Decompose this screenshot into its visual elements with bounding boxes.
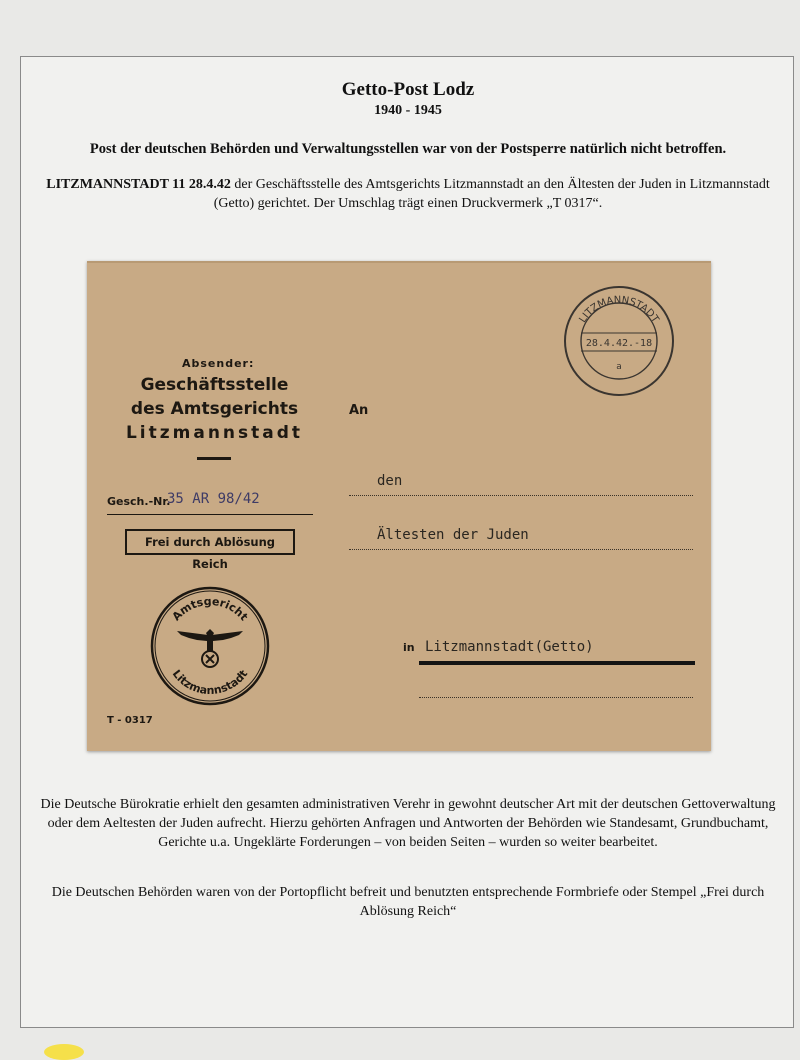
album-page <box>20 56 794 1028</box>
gesch-label: Gesch.-Nr. <box>107 495 171 508</box>
intro-text: der Geschäftsstelle des Amtsgerichts Litzmannstadt an den Ältesten der Juden in Litzmannstadt (Getto) gerichtet. Der Umschlag trägt einen Druckvermerk „T 0317“. <box>213 177 770 211</box>
seal-bottom-text: Litzmannstadt <box>169 667 251 698</box>
body-paragraph-2: Die Deutschen Behörden waren von der Portopflicht befreit und benutzten entsprechende Formbriefe oder Stempel „Frei durch Ablösung Reich“ <box>51 885 765 919</box>
address-rule <box>419 697 693 698</box>
address-line-1: den <box>377 473 403 489</box>
postmark-date: 28.4.42.-18 <box>585 338 653 349</box>
frei-stamp: Frei durch Ablösung Reich <box>125 529 295 555</box>
sender-line: Litzmannstadt <box>125 423 304 443</box>
seal-top-text: Amtsgericht <box>169 594 251 624</box>
page-subtitle: Post der deutschen Behörden und Verwaltungsstellen war von der Postsperre natürlich nicht betroffen. <box>89 141 727 157</box>
gesch-underline <box>107 514 313 515</box>
sender-dash <box>197 457 231 460</box>
absender-label: Absender: <box>182 357 255 370</box>
corner-marker <box>44 1044 84 1060</box>
sender-block <box>107 373 322 445</box>
address-rule <box>349 495 693 496</box>
address-rule <box>349 549 693 550</box>
postmark-code: a <box>616 362 622 372</box>
address-line-2: Ältesten der Juden <box>377 527 529 543</box>
intro-paragraph <box>31 175 785 213</box>
postmark-cancel <box>561 283 677 399</box>
gesch-value: 35 AR 98/42 <box>167 491 260 507</box>
in-label: in <box>403 641 415 654</box>
page-years: 1940 - 1945 <box>374 103 442 118</box>
page-title: Getto-Post Lodz <box>341 79 475 100</box>
print-code: T - 0317 <box>107 715 153 726</box>
amtsgericht-seal <box>149 585 271 707</box>
body-paragraph-1: Die Deutsche Bürokratie erhielt den gesamten administrativen Verehr in gewohnt deutscher Art mit der deutschen Gettoverwaltung oder dem Aeltesten der Juden aufrecht. Hierzu gehörten Anfragen und Antworten der Behörden wie Standesamt, Grundbuchamt, Gerichte u.a. Ungeklärte Forderungen – von beiden Seiten – wurden so weiter bearbeitet. <box>40 797 776 850</box>
city-underline <box>419 661 695 665</box>
sender-line: des Amtsgerichts <box>130 399 299 419</box>
postmark-city: LITZMANNSTADT <box>577 294 661 325</box>
address-city: Litzmannstadt(Getto) <box>425 639 594 655</box>
envelope-image <box>87 261 711 751</box>
svg-text:Litzmannstadt <box>170 667 251 697</box>
eagle-icon <box>177 629 243 667</box>
intro-postmark-ref: LITZMANNSTADT 11 28.4.42 <box>46 177 231 192</box>
sender-line: Geschäftsstelle <box>140 375 289 395</box>
an-label: An <box>349 403 369 418</box>
svg-text:LITZMANNSTADT <box>577 295 661 326</box>
